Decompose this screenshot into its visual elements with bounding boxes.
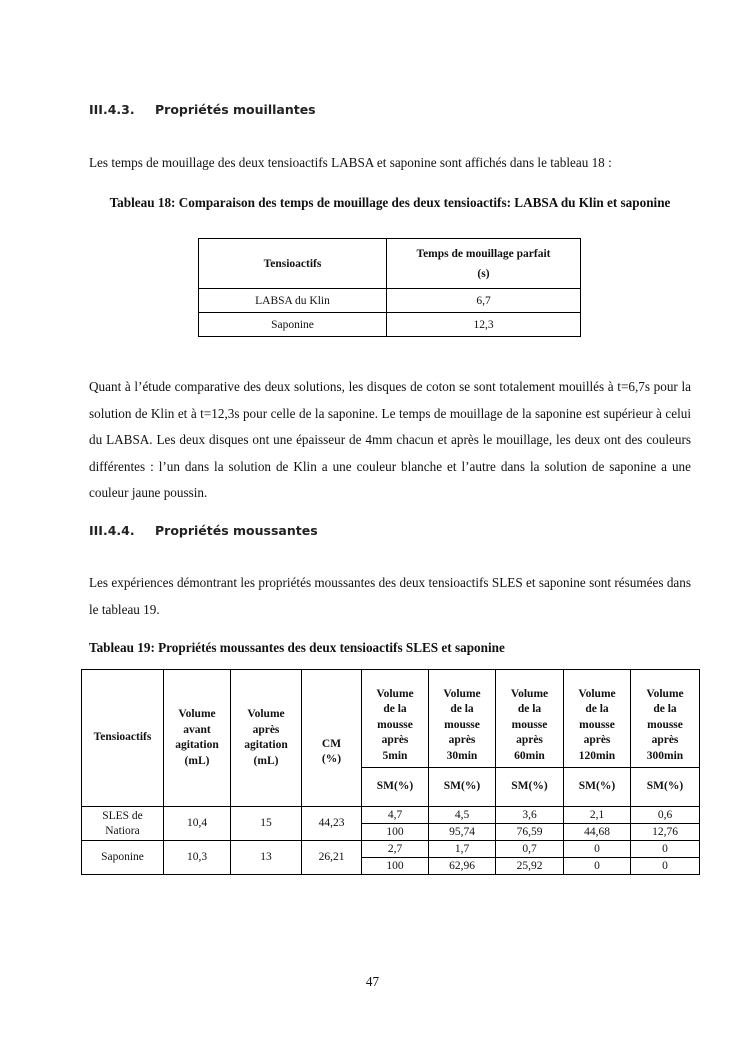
header-line: mousse <box>511 718 548 731</box>
header-line: après <box>252 723 280 736</box>
table-19-cell-sm: 25,92 <box>496 858 564 875</box>
foaming-intro-paragraph: Les expériences démontrant les propriétés moussantes des deux tensioactifs SLES et saponine sont résumées dans le tableau 19. <box>89 575 691 617</box>
header-line: Volume <box>510 687 549 700</box>
table-19-cell-foam: 4,7 <box>362 807 429 824</box>
table-19-cell-foam: 4,5 <box>429 807 496 824</box>
table-row <box>199 289 581 313</box>
header-line: de la <box>383 703 407 715</box>
header-line: Volume <box>178 708 216 720</box>
table-19-caption: Tableau 19: Propriétés moussantes des deux tensioactifs SLES et saponine <box>89 640 505 655</box>
table-18 <box>198 238 581 337</box>
table-19-cell-volume-after: 15 <box>231 807 302 841</box>
table-18-header-surfactants: Tensioactifs <box>199 239 387 289</box>
header-line: Volume <box>443 687 481 700</box>
cell-line: SLES de <box>102 809 143 822</box>
table-19-cell-sm: 100 <box>362 858 429 875</box>
table-19-header-sm: SM(%) <box>429 768 496 807</box>
section-heading-foaming <box>89 523 318 538</box>
section-number: III.4.3. <box>89 102 135 117</box>
table-19-cell-volume-before: 10,4 <box>164 807 231 841</box>
table-19-header-foam-120min <box>564 670 631 768</box>
table-18-header-wetting-time-label: Temps de mouillage parfait <box>416 247 551 260</box>
table-19-cell-sm: 95,74 <box>429 824 496 841</box>
header-line: de la <box>585 703 609 715</box>
table-19 <box>81 669 700 875</box>
table-19-cell-sm: 76,59 <box>496 824 564 841</box>
wetting-intro-paragraph: Les temps de mouillage des deux tensioactifs LABSA et saponine sont affichés dans le tableau 18 : <box>89 155 612 170</box>
table-18-caption: Tableau 18: Comparaison des temps de mouillage des deux tensioactifs: LABSA du Klin et saponine <box>109 195 671 210</box>
header-line: (%) <box>321 753 342 765</box>
table-18-cell-name: Saponine <box>199 313 387 337</box>
table-18-header-wetting-time-unit: (s) <box>477 267 490 280</box>
table-18-cell-value: 12,3 <box>387 313 581 337</box>
header-line: 5min <box>382 749 408 762</box>
table-19-header-foam-30min <box>429 670 496 768</box>
header-line: 60min <box>514 749 545 762</box>
header-line: après <box>448 734 476 746</box>
header-line: CM <box>321 737 342 750</box>
table-19-cell-foam: 0 <box>631 841 700 858</box>
table-row <box>82 841 700 858</box>
header-line: après <box>651 734 679 746</box>
wetting-discussion-paragraph: Quant à l’étude comparative des deux solutions, les disques de coton se sont totalement mouillés à t=6,7s pour la solution de Klin et à t=12,3s pour celle de la saponine. Le temps de mouillage de la saponine est supérieur à celui du LABSA. Les deux disques ont une épaisseur de 4mm chacun et après le mouillage, les deux ont des couleurs différentes : l’un dans la solution de Klin a une couleur blanche et l’autre dans la solution de saponine a une couleur jaune poussin. <box>89 379 691 500</box>
table-19-cell-foam: 0,6 <box>631 807 700 824</box>
cell-line: Natiora <box>105 824 140 837</box>
header-line: Volume <box>376 687 414 700</box>
section-title: Propriétés moussantes <box>155 523 318 538</box>
table-19-cell-surfactant <box>82 807 164 841</box>
header-line: agitation <box>175 739 219 751</box>
header-line: 30min <box>446 749 478 762</box>
table-19-cell-foam: 1,7 <box>429 841 496 858</box>
table-row <box>199 313 581 337</box>
table-19-cell-sm: 0 <box>631 858 700 875</box>
header-line: mousse <box>647 718 683 731</box>
section-title: Propriétés mouillantes <box>155 102 316 117</box>
table-19-header-volume-after <box>231 670 302 807</box>
section-number: III.4.4. <box>89 523 135 538</box>
header-line: Volume <box>247 708 285 720</box>
table-19-cell-cm: 44,23 <box>302 807 362 841</box>
table-19-cell-foam: 0 <box>564 841 631 858</box>
table-19-header-sm: SM(%) <box>631 768 700 807</box>
table-19-cell-foam: 3,6 <box>496 807 564 824</box>
table-19-cell-cm: 26,21 <box>302 841 362 875</box>
header-line: après <box>381 734 409 746</box>
page-number: 47 <box>365 974 380 989</box>
header-line: mousse <box>377 718 413 731</box>
table-19-header-cm <box>302 670 362 807</box>
table-19-header-surfactants: Tensioactifs <box>82 670 164 807</box>
header-line: de la <box>517 703 542 715</box>
table-19-cell-foam: 0,7 <box>496 841 564 858</box>
table-19-header-sm: SM(%) <box>496 768 564 807</box>
header-line: 120min <box>578 749 616 762</box>
header-line: (mL) <box>184 754 210 767</box>
header-line: de la <box>450 703 474 715</box>
table-19-cell-sm: 12,76 <box>631 824 700 841</box>
table-19-cell-volume-before: 10,3 <box>164 841 231 875</box>
table-19-header-sm: SM(%) <box>564 768 631 807</box>
header-line: 300min <box>646 749 684 762</box>
header-line: après <box>516 734 543 746</box>
table-18-header-wetting-time <box>387 239 581 289</box>
table-19-header-foam-300min <box>631 670 700 768</box>
table-18-cell-name: LABSA du Klin <box>199 289 387 313</box>
table-19-cell-sm: 100 <box>362 824 429 841</box>
header-line: après <box>583 734 611 746</box>
header-line: Volume <box>578 687 616 700</box>
section-heading-wetting <box>89 102 316 117</box>
table-19-header-sm: SM(%) <box>362 768 429 807</box>
table-19-cell-foam: 2,1 <box>564 807 631 824</box>
table-row <box>82 807 700 824</box>
table-19-cell-surfactant: Saponine <box>82 841 164 875</box>
table-19-header-foam-5min <box>362 670 429 768</box>
table-19-cell-volume-after: 13 <box>231 841 302 875</box>
header-line: mousse <box>579 718 615 731</box>
header-line: (mL) <box>253 754 279 767</box>
header-line: mousse <box>444 718 480 731</box>
header-line: avant <box>183 723 211 736</box>
header-line: agitation <box>244 739 288 751</box>
header-line: de la <box>653 703 677 715</box>
table-19-cell-sm: 62,96 <box>429 858 496 875</box>
table-18-cell-value: 6,7 <box>387 289 581 313</box>
table-19-header-foam-60min <box>496 670 564 768</box>
table-19-header-volume-before <box>164 670 231 807</box>
table-19-cell-sm: 44,68 <box>564 824 631 841</box>
header-line: Volume <box>646 687 684 700</box>
table-19-cell-sm: 0 <box>564 858 631 875</box>
table-19-cell-foam: 2,7 <box>362 841 429 858</box>
